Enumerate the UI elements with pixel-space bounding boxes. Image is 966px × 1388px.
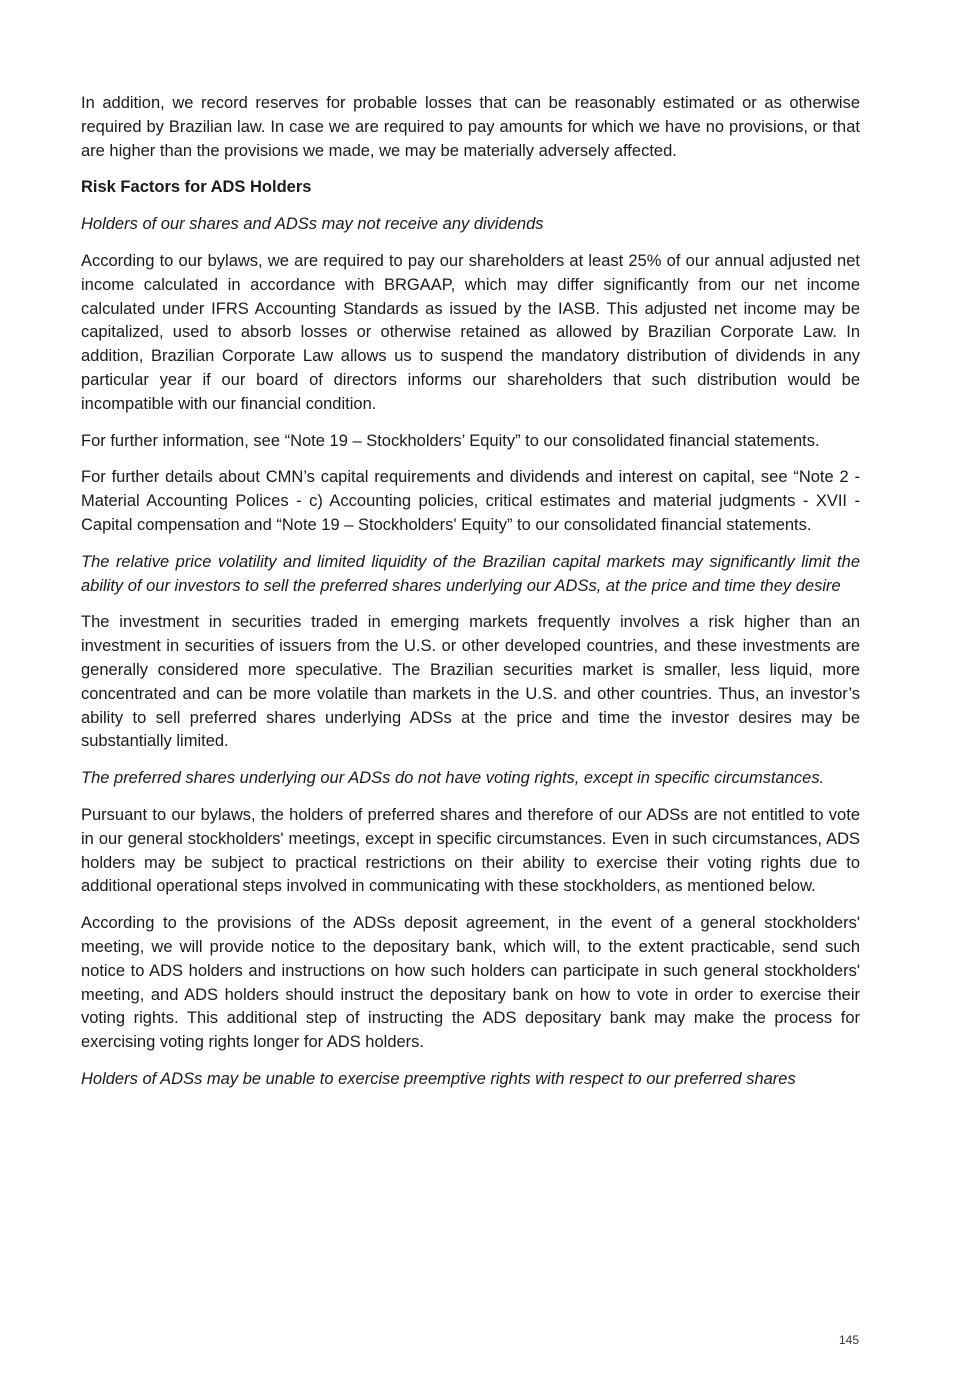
paragraph-reserves: In addition, we record reserves for probable losses that can be reasonably estimated or as otherwise required by Brazilian law. In case we are required to pay amounts for which we have no provisions, or that are higher than the provisions we made, we may be materially adversely affected. bbox=[81, 94, 860, 160]
paragraph-deposit-agreement: According to the provisions of the ADSs deposit agreement, in the event of a general stockholders' meeting, we will provide notice to the depositary bank, which will, to the extent practicable, send such notice to ADS holders and instructions on how such holders can participate in such general stockholders' meeting, and ADS holders should instruct the depositary bank on how to vote in order to exercise their voting rights. This additional step of instructing the ADS depositary bank may make the process for exercising voting rights longer for ADS holders. bbox=[81, 914, 860, 1052]
paragraph-further-information: For further information, see “Note 19 – Stockholders’ Equity” to our consolidated financial statements. bbox=[81, 431, 820, 450]
paragraph-bylaws-voting: Pursuant to our bylaws, the holders of preferred shares and therefore of our ADSs are not entitled to vote in our general stockholders' meetings, except in specific circumstances. Even in such circumstances, ADS holders may be subject to practical restrictions on their ability to exercise their voting rights due to additional operational steps involved in communicating with these stockholders, as mentioned below. bbox=[81, 805, 860, 896]
subheading-voting-rights: The preferred shares underlying our ADSs do not have voting rights, except in specific circumstances. bbox=[81, 769, 825, 788]
paragraph-emerging-markets: The investment in securities traded in emerging markets frequently involves a risk higher than an investment in securities of issuers from the U.S. or other developed countries, and these investments are generally considered more speculative. The Brazilian securities market is smaller, less liquid, more concentrated and can be more volatile than markets in the U.S. and other countries. Thus, an investor’s ability to sell preferred shares underlying ADSs at the price and time the investor desires may be substantially limited. bbox=[81, 613, 860, 751]
page-number: 145 bbox=[838, 1333, 859, 1347]
subheading-price-volatility: The relative price volatility and limited liquidity of the Brazilian capital markets may significantly limit the ability of our investors to sell the preferred shares underlying our ADSs, at the price and time they desire bbox=[81, 552, 860, 595]
section-heading-risk-factors-ads: Risk Factors for ADS Holders bbox=[81, 178, 312, 197]
subheading-preemptive-rights: Holders of ADSs may be unable to exercise preemptive rights with respect to our preferred shares bbox=[81, 1069, 796, 1088]
paragraph-capital-requirements: For further details about CMN’s capital requirements and dividends and interest on capital, see “Note 2 - Material Accounting Polices - c) Accounting policies, critical estimates and material judgments - XVII - Capital compensation and “Note 19 – Stockholders' Equity” to our consolidated financial statements. bbox=[81, 468, 860, 534]
document-page bbox=[81, 92, 860, 1105]
subheading-dividends: Holders of our shares and ADSs may not receive any dividends bbox=[81, 215, 544, 234]
paragraph-bylaws-dividends: According to our bylaws, we are required to pay our shareholders at least 25% of our annual adjusted net income calculated in accordance with BRGAAP, which may differ significantly from our net income calculated under IFRS Accounting Standards as issued by the IASB. This adjusted net income may be capitalized, used to absorb losses or otherwise retained as allowed by Brazilian Corporate Law. In addition, Brazilian Corporate Law allows us to suspend the mandatory distribution of dividends in any particular year if our board of directors informs our shareholders that such distribution would be incompatible with our financial condition. bbox=[81, 251, 860, 413]
